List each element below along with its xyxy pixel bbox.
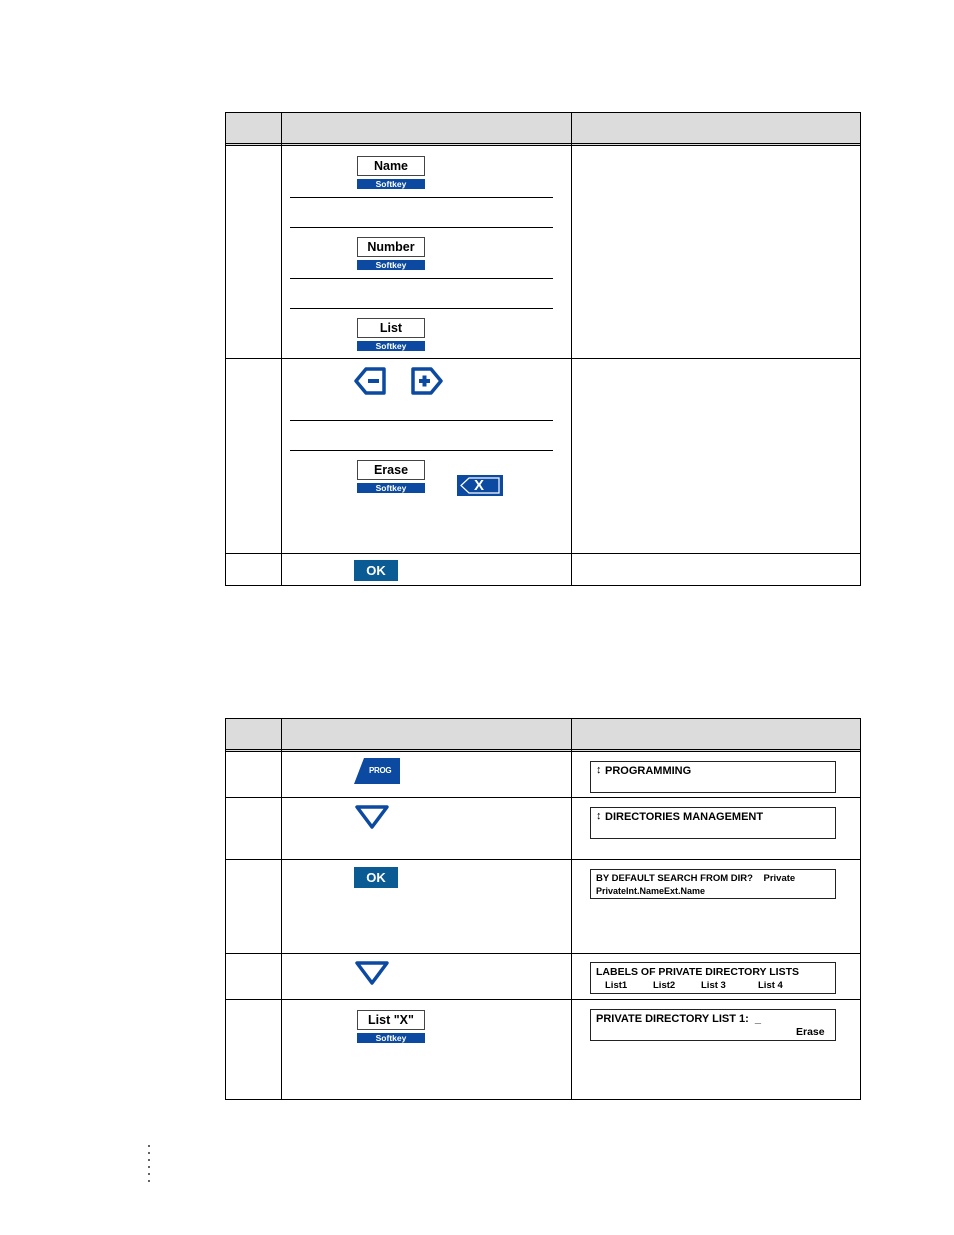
backspace-key-icon[interactable] bbox=[457, 475, 503, 496]
cursor-icon: ↕ bbox=[596, 764, 602, 776]
display-programming bbox=[590, 761, 836, 793]
softkey-tag: Softkey bbox=[357, 483, 425, 493]
display-line: PROGRAMMING bbox=[605, 765, 692, 777]
softkey-label: List bbox=[357, 318, 425, 338]
ok-button[interactable]: OK bbox=[354, 560, 398, 581]
list-x-softkey[interactable] bbox=[357, 1010, 425, 1043]
erase-softkey-label: Erase bbox=[796, 1026, 825, 1038]
separator bbox=[290, 227, 553, 228]
softkey-tag: Softkey bbox=[357, 260, 425, 270]
minus-key-icon[interactable] bbox=[353, 366, 387, 401]
backspace-key-symbol: X bbox=[474, 477, 485, 494]
softkey-tag: Softkey bbox=[357, 341, 425, 351]
prog-key-icon[interactable] bbox=[354, 758, 400, 784]
list-label-2: List2 bbox=[653, 980, 676, 991]
down-arrow-key-icon[interactable] bbox=[354, 960, 390, 991]
softkey-label: Name bbox=[357, 156, 425, 176]
instructions-table-1 bbox=[225, 112, 861, 586]
table-header bbox=[226, 113, 860, 146]
separator bbox=[290, 308, 553, 309]
table-header bbox=[226, 719, 860, 752]
display-line: PrivateInt.NameExt.Name bbox=[596, 886, 706, 896]
separator bbox=[290, 197, 553, 198]
list-label-4: List 4 bbox=[758, 980, 783, 991]
display-labels-of-lists bbox=[590, 962, 836, 994]
separator bbox=[290, 450, 553, 451]
display-line: PRIVATE DIRECTORY LIST 1: _ bbox=[596, 1013, 762, 1025]
display-private-directory-list bbox=[590, 1009, 836, 1041]
display-line: DIRECTORIES MANAGEMENT bbox=[605, 811, 764, 823]
name-softkey[interactable] bbox=[357, 156, 425, 189]
ok-button[interactable]: OK bbox=[354, 867, 398, 888]
softkey-label: List "X" bbox=[357, 1010, 425, 1030]
instructions-table-2 bbox=[225, 718, 861, 1100]
softkey-tag: Softkey bbox=[357, 179, 425, 189]
display-line: BY DEFAULT SEARCH FROM DIR? Private bbox=[596, 873, 796, 884]
list-softkey[interactable] bbox=[357, 318, 425, 351]
display-default-search bbox=[590, 869, 836, 899]
erase-softkey[interactable] bbox=[357, 460, 425, 493]
softkey-label: Number bbox=[357, 237, 425, 257]
number-softkey[interactable] bbox=[357, 237, 425, 270]
separator bbox=[290, 278, 553, 279]
prog-key-label: PROG bbox=[369, 766, 392, 775]
softkey-label: Erase bbox=[357, 460, 425, 480]
list-label-1: List1 bbox=[605, 980, 628, 991]
softkey-tag: Softkey bbox=[357, 1033, 425, 1043]
list-label-3: List 3 bbox=[701, 980, 726, 991]
plus-key-icon[interactable] bbox=[410, 366, 444, 401]
cursor-icon: ↕ bbox=[596, 810, 602, 822]
display-directories-management bbox=[590, 807, 836, 839]
down-arrow-key-icon[interactable] bbox=[354, 804, 390, 835]
display-line: LABELS OF PRIVATE DIRECTORY LISTS bbox=[596, 966, 800, 978]
separator bbox=[290, 420, 553, 421]
